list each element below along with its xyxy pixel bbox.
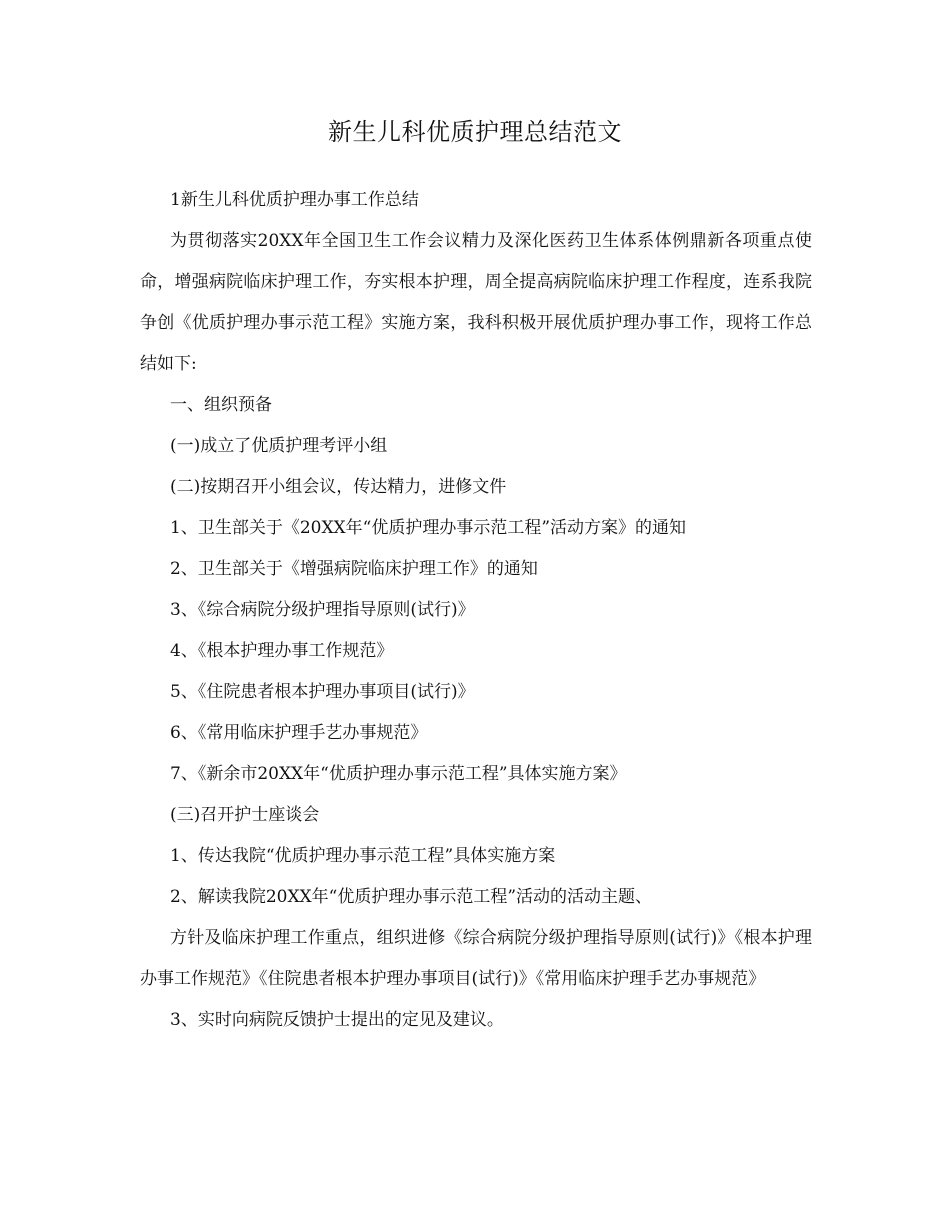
list-item: 4、《根本护理办事工作规范》	[170, 641, 394, 661]
list-item: 1、传达我院“优质护理办事示范工程”具体实施方案	[170, 846, 556, 866]
list-item: 5、《住院患者根本护理办事项目(试行)》	[170, 682, 475, 702]
document-title: 新生儿科优质护理总结范文	[328, 118, 622, 146]
section-heading: 1新生儿科优质护理办事工作总结	[170, 190, 419, 210]
section-heading-organization: 一、组织预备	[170, 395, 272, 415]
subsection-heading: (一)成立了优质护理考评小组	[170, 436, 388, 456]
subsection-heading: (二)按期召开小组会议，传达精力，进修文件	[170, 477, 507, 497]
subsection-heading: (三)召开护士座谈会	[170, 805, 320, 825]
list-item: 1、卫生部关于《20XX年“优质护理办事示范工程”活动方案》的通知	[170, 518, 687, 538]
list-item: 6、《常用临床护理手艺办事规范》	[170, 723, 428, 743]
list-item: 3、实时向病院反馈护士提出的定见及建议。	[170, 1010, 504, 1030]
list-item: 2、卫生部关于《增强病院临床护理工作》的通知	[170, 559, 538, 579]
list-item: 2、解读我院20XX年“优质护理办事示范工程”活动的活动主题、	[170, 887, 653, 907]
list-item: 3、《综合病院分级护理指导原则(试行)》	[170, 600, 475, 620]
document-body	[140, 180, 812, 1041]
body-paragraph: 方针及临床护理工作重点，组织进修《综合病院分级护理指导原则(试行)》《根本护理办事工作规范》《住院患者根本护理办事项目(试行)》《常用临床护理手艺办事规范》	[140, 928, 812, 989]
intro-paragraph: 为贯彻落实20XX年全国卫生工作会议精力及深化医药卫生体系体例鼎新各项重点使命，增强病院临床护理工作，夯实根本护理，周全提高病院临床护理工作程度，连系我院争创《优质护理办事示范工程》实施方案，我科积极开展优质护理办事工作，现将工作总结如下:	[140, 231, 812, 374]
list-item: 7、《新余市20XX年“优质护理办事示范工程”具体实施方案》	[170, 764, 627, 784]
